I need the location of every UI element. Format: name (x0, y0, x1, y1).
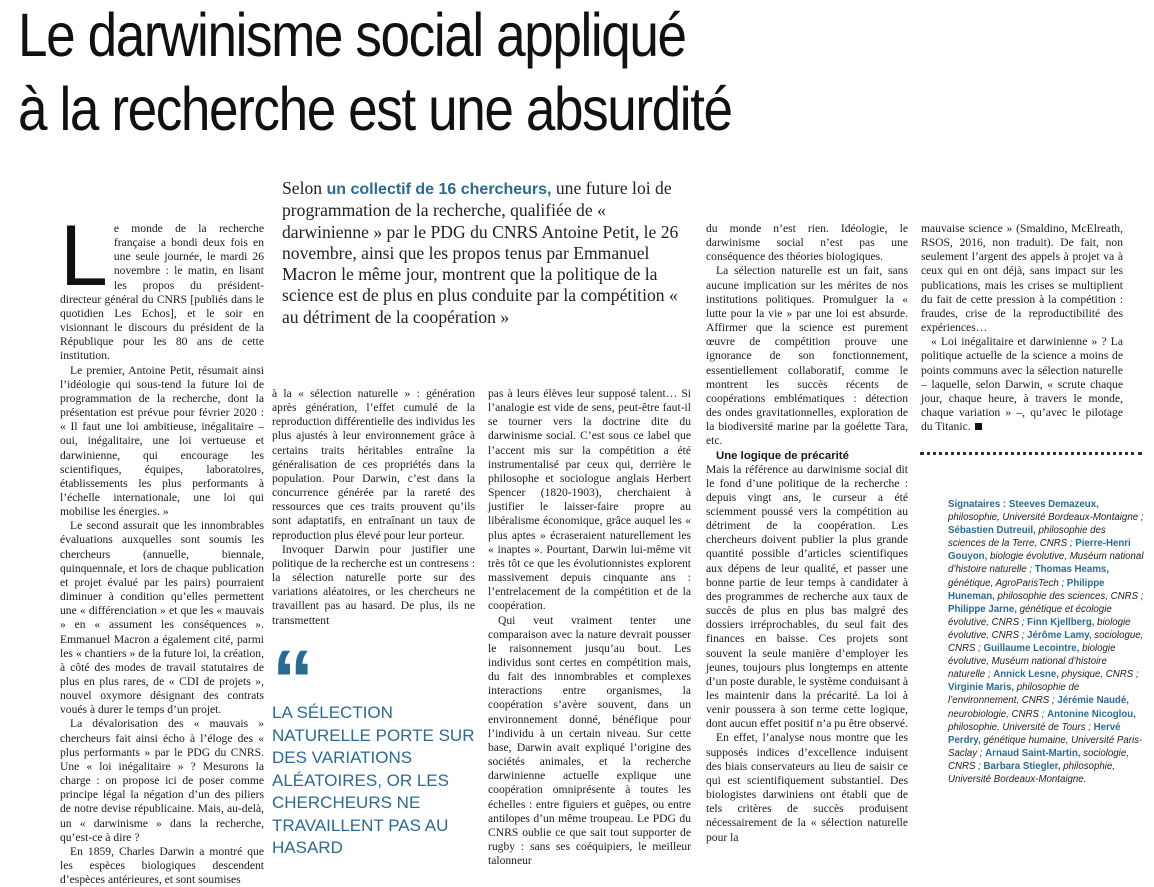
article-column-2 (272, 387, 475, 628)
standfirst (282, 178, 682, 328)
dotted-divider (920, 452, 1142, 455)
standfirst-before: Selon (282, 178, 327, 198)
headline (18, 0, 992, 146)
pull-quote (272, 633, 482, 860)
signatory-affiliation: philosophie des sciences, CNRS ; (997, 590, 1144, 602)
signatory-affiliation: philosophie, Université Bordeaux-Montaigne. (948, 760, 1115, 785)
paragraph: Le monde de la recherche française a bondi deux fois en une seule journée, le mardi 26 novembre : le matin, en lisant les propos du président-directeur général du CNRS [publiés dans le quotidien Les Echos], et le soir en visionnant le discours du président de la République pour les 80 ans de cette institution. (60, 208, 264, 363)
signatory-name: Jérôme Lamy, (1027, 629, 1092, 641)
signatory-affiliation: sociologie, CNRS ; (948, 747, 1129, 772)
signatory-name: Jérémie Naudé, (1057, 695, 1129, 707)
signatory-name: Sébastien Dutreuil, (948, 525, 1036, 537)
paragraph: La sélection naturelle est un fait, sans aucune implication sur les mérites de nos institutions politiques. Promulguer la « lutte pour la vie » par une loi est absurde. Affirmer que la science est purement œuvre de compétition prouve une ignorance de son fonctionnement, essentiellement collaboratif, comme le montrent les succès récents de coopérations emblématiques : détection des ondes gravitationnelles, exploration de la biodiversité marine par la goélette Tara, etc. (706, 264, 908, 448)
signatory-affiliation: génétique humaine, Université Paris-Saclay ; (948, 734, 1143, 759)
headline-line-2: à la recherche est une absurdité (18, 75, 732, 143)
signatory-name: Arnaud Saint-Martin, (985, 747, 1081, 759)
signatory-affiliation: sociologue, CNRS ; (948, 629, 1144, 655)
signatory-affiliation: philosophie, Université de Tours ; (948, 721, 1091, 733)
signatory-affiliation: biologie évolutive, Muséum national d’histoire naturelle ; (948, 643, 1116, 681)
signatory-affiliation: biologie évolutive, CNRS ; (948, 616, 1131, 641)
article-column-3 (488, 387, 691, 868)
standfirst-highlight: un collectif de 16 chercheurs, (326, 181, 552, 198)
signatory-name: Philippe Jarne, (948, 603, 1017, 615)
drop-cap: L (60, 208, 108, 304)
paragraph: à la « sélection naturelle » : génération après génération, l’effet cumulé de la reproduction différentielle des individus les plus ajustés à leur environnement grâce à certains traits héritables entraîne la généralisation de ces propriétés dans la population. Pour Darwin, c’est dans la concurrence générée par la rareté des ressources que ces traits prouvent qu’ils sont adaptatifs, en entraînant un taux de reproduction plus élevé pour leur porteur. (272, 387, 475, 542)
signatory-name: Annick Lesne, (993, 669, 1059, 681)
signatory-name: Guillaume Lecointre, (983, 643, 1080, 655)
signatory-affiliation: philosophie de l’environnement, CNRS ; (948, 682, 1080, 707)
paragraph: En effet, l’analyse nous montre que les supposés indices d’excellence induisent des biais conservateurs au lieu de saisir ce qui est scientifiquement substantiel. Des biologistes darwiniens ont établi que de tels critères de succès produisent nécessairement de la « sélection naturelle pour la (706, 731, 908, 844)
paragraph: Le premier, Antoine Petit, résumait ainsi l’idéologie qui sous-tend la future loi de programmation de la recherche, dont la présentation est prévue pour février 2020 : « Il faut une loi ambitieuse, inégalitaire – oui, inégalitaire, une loi vertueuse et darwinienne, qui encourage les scientifiques, équipes, laboratoires, établissements les plus performants à l’échelle internationale, une loi qui mobilise les énergies. » (60, 363, 264, 519)
quote-mark-icon: “ (272, 633, 308, 727)
signatory-affiliation: génétique, AgroParisTech ; (948, 577, 1065, 589)
paragraph: Le second assurait que les innombrables évaluations auxquelles sont soumis les chercheurs (annuelle, biennale, quinquennale, et lors de chaque publication et projet évalué par les pairs) pourraient diminuer à condition qu’elles permettent une « différenciation » et que les « mauvais » en « assument les conséquences ». Emmanuel Macron a également cité, parmi les « chantiers » de la future loi, la création, à côté des modes de travail statutaires de plus en plus rares, de « CDI de projets », nouvel oxymore désignant des contrats voués à durer le temps d’un projet. (60, 519, 264, 717)
signatory-name: Thomas Heams, (1034, 564, 1110, 576)
paragraph: Invoquer Darwin pour justifier une politique de la recherche est un contresens : la sélection naturelle porte sur des variations aléatoires, or les chercheurs ne travaillent pas au hasard. De plus, ils ne transmettent (272, 542, 475, 627)
standfirst-after: une future loi de programmation de la recherche, qualifiée de « darwinienne » par le PDG du CNRS Antoine Petit, le 26 novembre, ainsi que les propos tenus par Emmanuel Macron le même jour, montrent que la politique de la science est de plus en plus conduite par la compétition « au détriment de la coopération » (282, 178, 679, 327)
signatory-name: Barbara Stiegler, (983, 760, 1061, 772)
signatory-name: Antonine Nicoglou, (1047, 708, 1136, 720)
paragraph: pas à leurs élèves leur supposé talent… Si l’analogie est vide de sens, peut-être faut-il se tourner vers la doctrine dite du darwinisme social. C’est sous ce label que l’accent mis sur la compétition a été instrumentalisé par ceux qui, derrière le philosophe et sociologue anglais Herbert Spencer (1820-1903), cherchaient à justifier le laisser-faire propre au libéralisme économique, grâce auquel les « plus aptes » écraseraient naturellement les « inaptes ». Pourtant, Darwin lui-même vit très tôt ce que les évolutionnistes explorent massivement depuis cinquante ans : l’entrelacement de la compétition et de la coopération. (488, 387, 691, 613)
signatory-name: Virginie Maris, (948, 682, 1015, 694)
end-of-article-icon (975, 423, 982, 430)
paragraph: Qui veut vraiment tenter une comparaison avec la nature devrait pousser le raisonnement jusqu’au bout. Les individus sont certes en compétition mais, du fait des innombrables et complexes interactions entre organismes, la coopération s’avère souvent, dans un environnement donné, bénéfique pour l’individu à un certain niveau. Sur cette base, Darwin avait expliqué l’origine des sociétés animales, et la recherche darwinienne actuelle explique une coopération omniprésente à toutes les échelles : entre figuiers et guêpes, ou entre antilopes d’un même troupeau. Le PDG du CNRS oublie ce que sait tout supporter de rugby : sans ses coéquipiers, le meilleur talonneur (488, 613, 691, 868)
paragraph: mauvaise science » (Smaldino, McElreath, RSOS, 2016, non traduit). De fait, non seulement l’argent des appels à projet va à ceux qui en ont déjà, sans impact sur les publications, mais les crises se multiplient du fait de cette pression à la compétition : fraudes, crise de la reproductibilité des expériences… (921, 222, 1123, 335)
article-column-4 (706, 222, 908, 845)
paragraph: du monde n’est rien. Idéologie, le darwinisme social n’est pas une conséquence des théories biologiques. (706, 222, 908, 264)
article-column-5 (921, 222, 1123, 434)
signatory-affiliation: neurobiologie, CNRS ; (948, 708, 1045, 720)
paragraph: Mais la référence au darwinisme social dit le fond d’une politique de la recherche : depuis vingt ans, le curseur a été sciemment poussé vers la compétition au détriment de la coopération. Les chercheurs doivent publier la plus grande quantité possible d’articles scientifiques aux dépens de leur qualité, et passer une bonne partie de leur temps à candidater à des programmes de recherche aux taux de succès de plus en plus bas malgré des dossiers irréprochables, du seul fait des finances en baisse. Ces projets sont souvent la seule manière d’employer les jeunes, toujours plus longtemps en attente d’un poste durable, le système conduisant à les maintenir dans la précarité. La loi à venir poussera à son terme cette logique, dont aucun effet positif n’a pu être observé. (706, 462, 908, 731)
signatories-label: Signataires : (948, 499, 1007, 510)
signatory-affiliation: génétique et écologie évolutive, CNRS ; (948, 603, 1112, 628)
section-subhead: Une logique de précarité (716, 449, 849, 462)
signatory-affiliation: physique, CNRS ; (1061, 669, 1139, 681)
headline-line-1: Le darwinisme social appliqué (18, 1, 686, 69)
signatories-box (948, 498, 1144, 786)
signatory-affiliation: biologie évolutive, Muséum national d’histoire naturelle ; (948, 551, 1144, 576)
paragraph: « Loi inégalitaire et darwinienne » ? La politique actuelle de la science a moins de points communs avec la sélection naturelle – laquelle, selon Darwin, « scrute chaque jour, chaque heure, à travers le monde, chaque variation » –, qu’avec le pilotage du Titanic. (921, 335, 1123, 434)
pull-quote-text: LA SÉLECTION NATURELLE PORTE SUR DES VARIATIONS ALÉATOIRES, OR LES CHERCHEURS NE TRAVAILLENT PAS AU HASARD (272, 703, 475, 857)
paragraph: En 1859, Charles Darwin a montré que les espèces biologiques descendent d’espèces antérieures, et sont soumises (60, 844, 264, 887)
signatory-name: Finn Kjellberg, (1027, 616, 1095, 628)
paragraph: La dévalorisation des « mauvais » chercheurs fait ainsi écho à l’éloge des « plus performants » par le PDG du CNRS. Une « loi inégalitaire » ? Mesurons la charge : on propose ici de poser comme principe légal la négation d’un des piliers de notre devise républicaine. Mais, au-delà, un « darwinisme » dans la recherche, qu’est-ce à dire ? (60, 717, 264, 844)
signatory-name: Steeves Demazeux, (1008, 499, 1099, 510)
signatory-affiliation: philosophie, Université Bordeaux-Montaigne ; (948, 512, 1144, 524)
article-column-1 (60, 208, 264, 887)
signatory-name: Pierre-Henri Gouyon, (948, 538, 1131, 563)
signatory-affiliation: philosophie des sciences de la Terre, CNRS ; (948, 525, 1106, 550)
signatory-name: Hervé Perdry, (948, 721, 1121, 746)
signatory-name: Philippe Huneman, (948, 577, 1105, 602)
